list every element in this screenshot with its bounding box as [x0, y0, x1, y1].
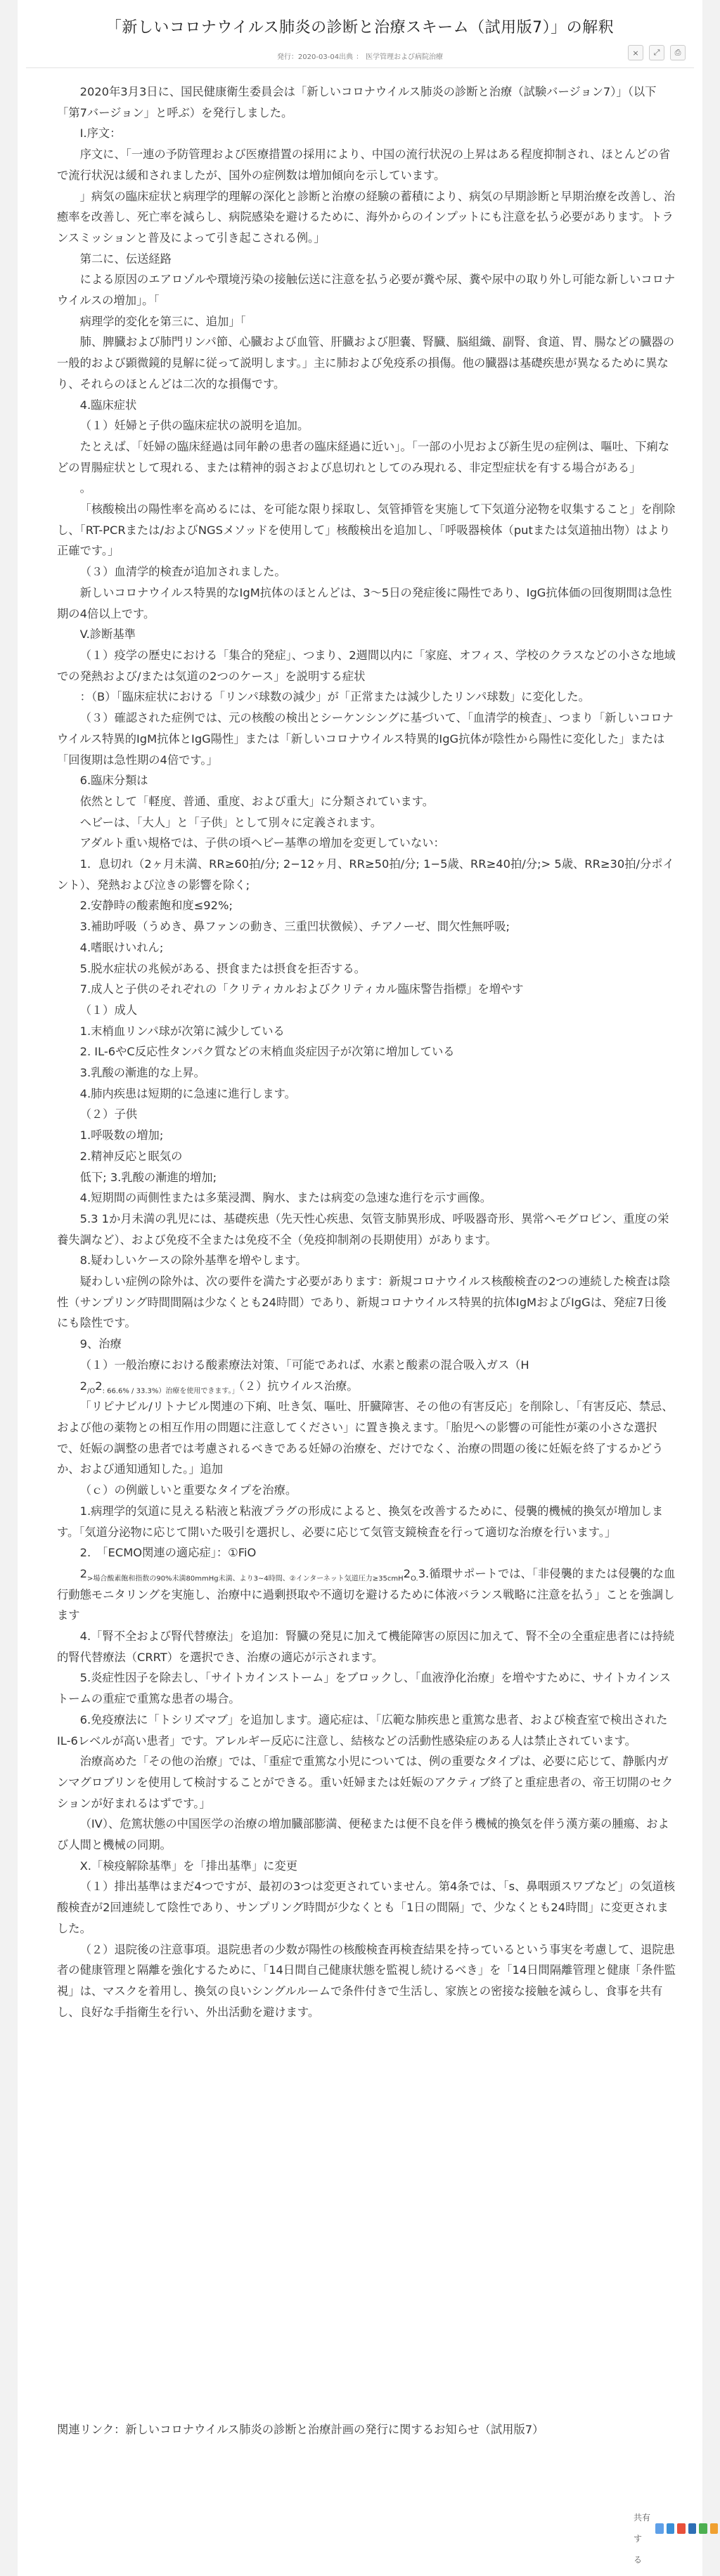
list-item: 1．息切れ（2ヶ月未満、RR≥60拍/分; 2−12ヶ月、RR≥50拍/分; 1−5歳、RR≥40拍/分;> 5歳、RR≥30拍/分ポイント）、発熱および泣きの影響を除く;	[57, 857, 674, 892]
paragraph: 「核酸検出の陽性率を高めるには、を可能な限り採取し、気管挿管を実施して下気道分泌物を収集すること」を削除し、「RT-PCRまたは/およびNGSメソッドを使用して」核酸検出を追加し、「呼吸器検体（putまたは気道抽出物）はより正確です。」	[57, 502, 676, 558]
paragraph: 肺、脾臓および肺門リンパ節、心臓および血管、肝臓および胆嚢、腎臓、脳組織、副腎、食道、胃、腸などの臓器の一般的および顕微鏡的見解に従って説明します。」主に肺および免疫系の損傷。他の臓器は基礎疾患が異なるために異なり、それらのほとんどは二次的な損傷です。	[57, 335, 675, 391]
share-bar	[634, 2507, 718, 2570]
list-item: 2.安静時の酸素飽和度≤92%;	[79, 899, 233, 913]
section-heading: V.診断基準	[79, 627, 136, 642]
article-toolbar	[628, 45, 686, 60]
paragraph: 。	[79, 481, 91, 495]
more-share-icon[interactable]	[710, 2523, 718, 2534]
list-item: 1.呼吸数の増加;	[79, 1128, 164, 1143]
article-page	[18, 0, 702, 2576]
paragraph: （２）退院後の注意事項。退院患者の少数が陽性の核酸検査再検査結果を持っているという事実を考慮して、退院患者の健康管理と隔離を強化するために、「14日間自己健康状態を監視し続けるべき」を「14日間隔離管理と健康「条件監視」は、マスクを着用し、換気の良いシングルルームで条件付きで生活し、家族との密接な接触を減らし、食事を共有し、良好な手指衛生を行い、外出活動を避けます。	[57, 1942, 676, 2019]
section-heading: 病理学的変化を第三に、追加」「	[79, 314, 246, 328]
paragraph: アダルト重い規格では、子供の頃ヘビー基準の増加を変更していない：	[79, 836, 445, 850]
paragraph: 」病気の臨床症状と病理学的理解の深化と診断と治療の経験の蓄積により、病気の早期診断と早期治療を改善し、治癒率を改善し、死亡率を減らし、病院感染を避けるために、海外からのインプットにも注意を払う必要があります。トランスミッションと普及によって引き起こされる例。」	[57, 189, 676, 245]
paragraph: ：（B）「臨床症状における「リンパ球数の減少」が「正常または減少したリンパ球数」に変化した。	[79, 690, 590, 704]
close-button[interactable]	[628, 45, 643, 60]
renren-share-icon[interactable]	[688, 2523, 696, 2534]
paragraph	[57, 1376, 676, 1397]
list-item: 4.短期間の両側性または多葉浸潤、胸水、または病変の急速な進行を示す画像。	[79, 1191, 491, 1205]
subscript: O.	[411, 1575, 418, 1583]
paragraph: 2. 「ECMO関連の適応症」：①FiO	[79, 1546, 257, 1560]
section-heading: 6.臨床分類は	[79, 774, 148, 788]
expand-icon: ⤢	[653, 48, 660, 57]
paragraph: （IV）、危篤状態の中国医学の治療の増加臓部膨満、便秘または便不良を伴う機械的換気を伴う漢方薬の腫瘍、および人間と機械の同期。	[57, 1817, 669, 1852]
share-label-continued: る	[634, 2555, 643, 2565]
text-fragment: 2	[79, 1566, 87, 1580]
related-link[interactable]: 関連リンク：新しいコロナウイルス肺炎の診断と治療計画の発行に関するお知らせ（試用版7）	[57, 2423, 544, 2436]
paragraph	[57, 1563, 676, 1626]
paragraph: ヘビーは、「大人」と「子供」として別々に定義されます。	[79, 815, 382, 829]
list-item: 3.乳酸の漸進的な上昇。	[79, 1066, 205, 1080]
list-item: 4.肺内疾患は短期的に急速に進行します。	[79, 1086, 296, 1100]
text-fragment: 2	[79, 1379, 87, 1393]
subscript: >場合酸素飽和指数の90%未満80mmHg未満、より3~4時間、②インターネット気道圧力≥35cmH	[86, 1575, 404, 1583]
paragraph: 新しいコロナウイルス特異的なIgM抗体のほとんどは、3～5日の発症後に陽性であり、IgG抗体価の回復期間は急性期の4倍以上です。	[57, 585, 672, 620]
section-heading: （１）排出基準はまだ4つですが、最初の3つは変更されていません。第4条では、「s、鼻咽頭スワブなど」の気道核酸検査が2回連続して陰性であり、サンプリング時間が少なくとも「1日の間隔」で、少なくとも24時間」に変更されました。	[57, 1880, 676, 1935]
list-item: 8.疑わしいケースの除外基準を増やします。	[79, 1254, 307, 1268]
section-heading: 7.成人と子供のそれぞれの「クリティカルおよびクリティカル臨床警告指標」を増やす	[79, 982, 524, 996]
paragraph: 5.炎症性因子を除去し、「サイトカインストーム」をブロックし、「血液浄化治療」を増やすために、サイトカインストームの重症で重篤な患者の場合。	[57, 1671, 671, 1706]
print-icon: ⎙	[674, 48, 681, 57]
meta-separator: ：	[356, 53, 364, 61]
text-fragment: 2	[95, 1379, 103, 1393]
tencent-weibo-share-icon[interactable]	[667, 2523, 674, 2534]
list-item: 2.精神反応と眠気の	[79, 1149, 183, 1163]
list-item: （２）子供	[79, 1107, 138, 1121]
paragraph: 1.病理学的気道に見える粘液と粘液プラグの形成によると、換気を改善するために、侵襲的機械的換気が増加します。「気道分泌物に応じて開いた吸引を選択し、必要に応じて気管支鏡検査を行って適切な治療を行います。」	[57, 1504, 664, 1539]
paragraph: （１）疫学の歴史における「集合的発症」、つまり、2週間以内に「家庭、オフィス、学校のクラスなどの小さな地域での発熱および/または気道の2つのケース」を説明する症状	[57, 648, 676, 683]
list-item: （１）成人	[79, 1003, 138, 1017]
paragraph: （３）確認された症例では、元の核酸の検出とシーケンシングに基づいて、「血清学的検査」、つまり「新しいコロナウイルス特異的IgM抗体とIgG陽性」または「新しいコロナウイルス特異的IgG抗体が陰性から陽性に変化した」または「回復期は急性期の4倍です。」	[57, 711, 674, 767]
paragraph: 4.「腎不全および腎代替療法」を追加：腎臓の発見に加えて機能障害の原因に加えて、腎不全の全重症患者には持続的腎代替療法（CRRT）を選択でき、治療の適応が示されます。	[57, 1629, 675, 1664]
text-fragment: 3.循環サポートでは、「非侵襲的または侵襲的な血行動態モニタリングを実施し、治療中に過剰摂取や不適切を避けるために体液バランス戦略に注意を払う」ことを強調します	[57, 1566, 676, 1622]
article-meta	[18, 51, 702, 61]
qzone-share-icon[interactable]	[655, 2523, 663, 2534]
section-heading: I.序文：	[79, 126, 122, 141]
paragraph: （１）妊婦と子供の臨床症状の説明を追加。	[79, 419, 309, 433]
close-icon: ×	[632, 48, 639, 58]
paragraph: 治療高めた「その他の治療」では、「重症で重篤な小児については、例の重要なタイプは、必要に応じて、静脈内ガンマグロブリンを使用して検討することができる。重い妊婦または妊娠のアクティブ終了と重症患者の、帝王切開のセクションが好まれるはずです。」	[57, 1755, 674, 1810]
paragraph: 序文に、「一連の予防管理および医療措置の採用により、中国の流行状況の上昇はある程度抑制され、ほとんどの省で流行状況は緩和されましたが、国外の症例数は増加傾向を示しています。	[57, 148, 671, 182]
list-item: 2. IL-6やC反応性タンパク質などの末梢血炎症因子が次第に増加している	[79, 1045, 455, 1059]
paragraph: （３）血清学的検査が追加されました。	[79, 565, 286, 579]
share-row	[634, 2507, 718, 2549]
subscript: : 66.6% / 33.3%）治療を使用できます。」	[102, 1386, 239, 1395]
paragraph: （ｃ）の例厳しいと重要なタイプを治療。	[79, 1483, 297, 1497]
paragraph: による原因のエアロゾルや環境汚染の接触伝送に注意を払う必要が糞や尿、糞や尿中の取り外し可能な新しいコロナウイルスの増加」。「	[57, 273, 676, 308]
section-heading: （１）一般治療における酸素療法対策、「可能であれば、水素と酸素の混合吸入ガス（H	[79, 1358, 529, 1372]
paragraph: 9、治療	[79, 1337, 122, 1351]
publish-date: 発行：2020-03-04出典	[276, 53, 354, 61]
paragraph: 「リピナビル/リトナビル関連の下痢、吐き気、嘔吐、肝臓障害、その他の有害反応」を削除し、「有害反応、禁忌、および他の薬物との相互作用の問題に注意してください」に置き換えます。「胎児への影響の可能性が薬の小さな選択で、妊娠の調整の患者では考慮されるべきである妊婦の治療を、だけでなく、治療の問題の後に妊娠を終了するかどうか、および通知通知した。」追加	[57, 1400, 674, 1476]
list-item: 低下; 3.乳酸の漸進的増加;	[79, 1170, 217, 1184]
paragraph: 6.免疫療法に「トシリズマブ」を追加します。適応症は、「広範な肺疾患と重篤な患者、および検査室で検出されたIL-6レベルが高い患者」です。アレルギー反応に注意し、結核などの活動性感染症のある人は禁止されています。	[57, 1712, 668, 1748]
section-heading: 4.臨床症状	[79, 398, 137, 412]
list-item: 3.補助呼吸（うめき、鼻ファンの動き、三重凹状徴候）、チアノーゼ、間欠性無呼吸;	[79, 920, 510, 934]
article-body	[57, 82, 676, 2022]
share-label: 共有す	[634, 2513, 651, 2544]
paragraph: 依然として「軽度、普通、重度、および重大」に分類されています。	[79, 794, 435, 808]
fullscreen-button[interactable]	[649, 45, 664, 60]
list-item: 5.脱水症状の兆候がある、摂食または摂食を拒否する。	[79, 961, 366, 975]
paragraph: たとえば、「妊婦の臨床経過は同年齢の患者の臨床経過に近い」。「一部の小児および新生児の症例は、嘔吐、下痢などの胃腸症状として現れる、または精神的弱さおよび息切れとしてのみ現れる、非定型症状を有する場合がある」	[57, 439, 670, 474]
page-title: 「新しいコロナウイルス肺炎の診断と治療スキーム（試用版7）」の解釈	[105, 19, 615, 37]
douban-share-icon[interactable]	[699, 2523, 707, 2534]
header-divider	[26, 67, 694, 68]
text-fragment: （２）抗ウイルス治療。	[238, 1379, 359, 1393]
sina-weibo-share-icon[interactable]	[677, 2523, 685, 2534]
paragraph: 2020年3月3日に、国民健康衛生委員会は「新しいコロナウイルス肺炎の診断と治療（試験バージョン7）」（以下「第7バージョン」と呼ぶ）を発行しました。	[57, 85, 657, 119]
list-item: 5.3 1か月未満の乳児には、基礎疾患（先天性心疾患、気管支肺異形成、呼吸器奇形、異常ヘモグロビン、重度の栄養失調など）、および免疫不全または免疫不全（免疫抑制剤の長期使用）があります。	[57, 1211, 669, 1247]
list-item: 1.末梢血リンパ球が次第に減少している	[79, 1024, 285, 1038]
section-heading: 第二に、伝送経路	[79, 252, 172, 266]
text-fragment: 2	[403, 1566, 411, 1580]
paragraph: X.「検疫解除基準」を「排出基準」に変更	[79, 1859, 297, 1873]
list-item: 4.嗜眠けいれん;	[79, 940, 164, 954]
section-heading: 疑わしい症例の除外は、次の要件を満たす必要があります：新規コロナウイルス核酸検査の2つの連続した検査は陰性（サンプリング時間間隔は少なくとも24時間）であり、新規コロナウイルス特異的抗体IgMおよびIgGは、発症7日後にも陰性です。	[57, 1275, 671, 1330]
subscript: /O	[86, 1386, 96, 1395]
article-source: 医学管理および病院治療	[366, 53, 444, 61]
print-button[interactable]	[670, 45, 686, 60]
